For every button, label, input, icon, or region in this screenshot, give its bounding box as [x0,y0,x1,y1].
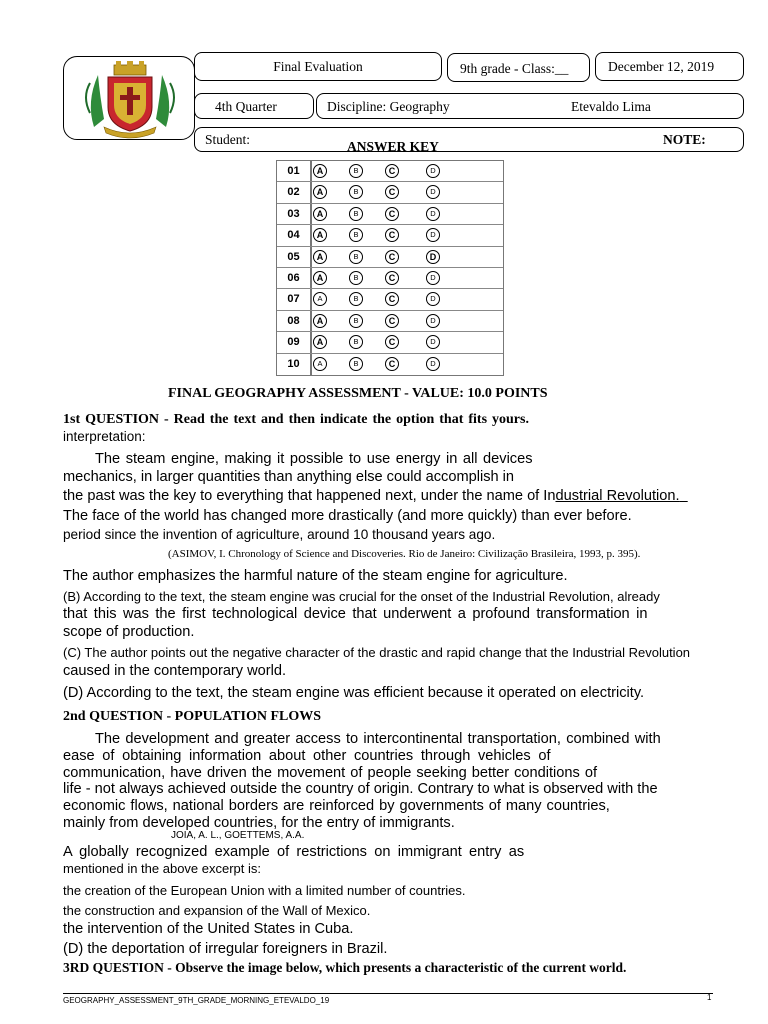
q1-text-line: The face of the world has changed more drastically (and more quickly) than ever before. [63,508,632,524]
answer-row [277,247,503,268]
answer-bubble-a: A [313,335,327,349]
page-number: 1 [707,993,712,1002]
answer-bubble-d: D [426,335,440,349]
question-number: 02 [277,182,311,202]
answer-bubble-a: A [313,185,327,199]
answer-bubble-c: C [385,164,399,178]
date-box [595,52,744,81]
answer-row [277,182,503,203]
answer-bubble-c: C [385,207,399,221]
answer-bubble-d: D [426,357,440,371]
q1-heading-cont: interpretation: [63,429,146,444]
q2-citation: JOIA, A. L., GOETTEMS, A.A. [171,830,305,841]
q1-option: caused in the contemporary world. [63,663,287,679]
q1-text-line: mechanics, in larger quantities than anything else could accomplish in [63,469,515,485]
answer-row [277,354,503,375]
q3-heading: 3RD QUESTION - Observe the image below, which presents a characteristic of the current world. [63,960,627,975]
answer-bubble-a: A [313,164,327,178]
question-number: 07 [277,289,311,309]
answer-bubble-d: D [426,164,440,178]
answer-bubble-c: C [385,271,399,285]
question-number: 03 [277,204,311,224]
answer-bubble-c: C [385,357,399,371]
answer-bubble-a: A [313,250,327,264]
exam-date: December 12, 2019 [608,59,715,74]
answer-row [277,225,503,246]
discipline: Discipline: Geography [327,99,450,114]
student-box [194,127,744,152]
footer-filename: GEOGRAPHY_ASSESSMENT_9TH_GRADE_MORNING_ETEVALDO_19 [63,996,330,1005]
answer-row [277,268,503,289]
q1-citation: (ASIMOV, I. Chronology of Science and Discoveries. Rio de Janeiro: Civilização Brasileira, 1993, p. 395). [168,548,641,560]
q2-option: the construction and expansion of the Wall of Mexico. [63,903,371,918]
q1-option: The author emphasizes the harmful nature of the steam engine for agriculture. [63,568,568,584]
q2-option: the intervention of the United States in Cuba. [63,921,354,937]
answer-bubble-a: A [313,207,327,221]
quarter-box [194,93,314,119]
q2-text-line: life - not always achieved outside the country of origin. Contrary to what is observed with the [63,781,658,797]
answer-key-label: ANSWER KEY [347,139,439,154]
q1-option: (B) According to the text, the steam engine was crucial for the onset of the Industrial Revolution, already [63,589,660,604]
answer-bubble-c: C [385,228,399,242]
question-number: 01 [277,161,311,181]
answer-bubble-d: D [426,250,440,264]
q2-text-line: economic flows, national borders are reinforced by governments of many countries, [63,798,610,814]
answer-bubble-a: A [313,357,327,371]
answer-bubble-b: B [349,185,363,199]
answer-bubble-c: C [385,314,399,328]
grade-box [447,53,590,82]
q1-option: scope of production. [63,624,195,640]
q1-option: (C) The author points out the negative character of the drastic and rapid change that the Industrial Revolution [63,645,691,660]
q1-option: that this was the first technological device that underwent a profound transformation in [63,606,648,622]
answer-bubble-a: A [313,271,327,285]
grade-class: 9th grade - Class:__ [460,61,569,76]
answer-bubble-b: B [349,250,363,264]
answer-bubble-c: C [385,250,399,264]
q1-text-part: the past was the key to everything that happened next, under the name of In [63,488,556,504]
q1-text-line [63,488,688,504]
answer-bubble-b: B [349,357,363,371]
q2-option: the creation of the European Union with a limited number of countries. [63,883,466,898]
answer-bubble-d: D [426,207,440,221]
q1-text-line: The steam engine, making it possible to use energy in all devices [95,451,533,467]
answer-bubble-b: B [349,207,363,221]
student-label: Student: [205,132,251,147]
discipline-box [316,93,744,119]
question-number: 05 [277,247,311,267]
answer-bubble-b: B [349,164,363,178]
q2-prompt: A globally recognized example of restrictions on immigrant entry as [63,844,525,860]
question-number: 09 [277,332,311,352]
answer-bubble-a: A [313,314,327,328]
question-number: 10 [277,354,311,375]
answer-row [277,311,503,332]
answer-row [277,161,503,182]
answer-row [277,289,503,310]
answer-bubble-b: B [349,228,363,242]
answer-bubble-d: D [426,185,440,199]
q2-text-line: communication, have driven the movement of people seeking better conditions of [63,765,598,781]
quarter: 4th Quarter [215,99,277,114]
footer-rule [63,993,713,994]
answer-bubble-d: D [426,314,440,328]
answer-bubble-d: D [426,228,440,242]
q1-underlined-term: dustrial Revolution. [555,488,680,504]
question-number: 04 [277,225,311,245]
answer-bubble-b: B [349,314,363,328]
answer-bubble-b: B [349,292,363,306]
title-box [194,52,442,81]
coat-of-arms-logo [64,57,196,141]
q1-option: (D) According to the text, the steam engine was efficient because it operated on electricity. [63,685,645,701]
answer-bubble-b: B [349,335,363,349]
exam-title: Final Evaluation [273,59,363,74]
q1-text-line: period since the invention of agriculture, around 10 thousand years ago. [63,527,496,542]
note-label: NOTE: [663,132,706,147]
answer-bubble-a: A [313,292,327,306]
logo-box [63,56,195,140]
answer-row [277,204,503,225]
q2-text-line: The development and greater access to intercontinental transportation, combined with [95,731,661,747]
q1-heading: 1st QUESTION - Read the text and then indicate the option that fits yours. [63,412,529,427]
assessment-title: FINAL GEOGRAPHY ASSESSMENT - VALUE: 10.0 POINTS [168,386,548,401]
answer-bubble-b: B [349,271,363,285]
q2-text-line: mainly from developed countries, for the entry of immigrants. [63,815,455,831]
answer-bubble-d: D [426,271,440,285]
q2-prompt-cont: mentioned in the above excerpt is: [63,861,262,876]
answer-key-grid [276,160,504,376]
answer-bubble-c: C [385,335,399,349]
answer-bubble-a: A [313,228,327,242]
question-number: 08 [277,311,311,331]
q2-option: (D) the deportation of irregular foreigners in Brazil. [63,941,388,957]
answer-row [277,332,503,353]
answer-bubble-c: C [385,292,399,306]
q2-text-line: ease of obtaining information about other countries through vehicles of [63,748,551,764]
teacher-name: Etevaldo Lima [571,99,651,114]
q2-heading: 2nd QUESTION - POPULATION FLOWS [63,709,322,724]
question-number: 06 [277,268,311,288]
answer-bubble-d: D [426,292,440,306]
answer-bubble-c: C [385,185,399,199]
